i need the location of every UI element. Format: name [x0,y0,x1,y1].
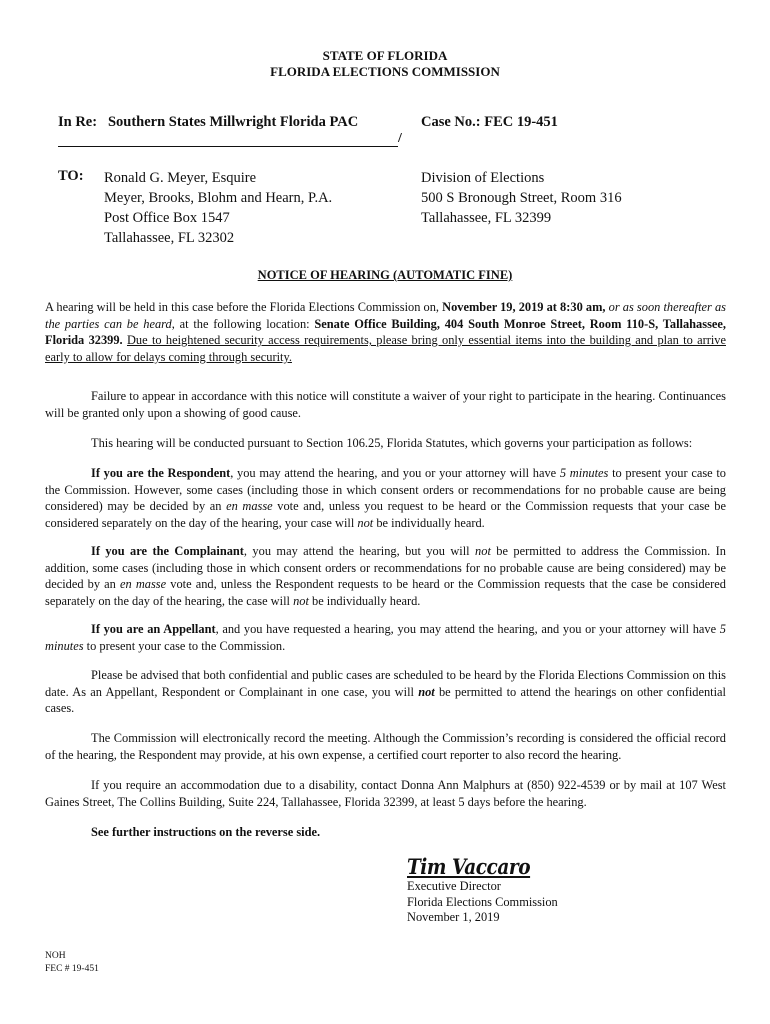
paragraph-statute: This hearing will be conducted pursuant to Section 106.25, Florida Statutes, which governs your participation as follows: [91,436,693,450]
hearing-location: Senate Office Building, 404 South Monroe Street, Room 110-S, Tallahassee, Florida 32399. [45,316,726,348]
recipient-address [104,168,332,248]
text: be permitted to address the Commission. In addition, some cases (including those in which consent orders or recommendations for no probable cause are being considered) may be decided by an [45,544,726,592]
signature-date: November 1, 2019 [407,910,500,924]
text: to present your case to the Commission. [83,638,286,653]
notice-title: NOTICE OF HEARING (AUTOMATIC FINE) [257,268,513,282]
text: or as soon thereafter as the parties can be heard [45,300,726,331]
caption-in-re: In Re: Southern States Millwright Florida PAC [58,114,359,130]
text: be individually heard. [308,593,421,608]
text: not [293,593,309,608]
text: be individually heard. [373,515,485,530]
text: to present your case to the Commission. However, some cases (including those in which consent orders or recommendations for no probable cause are being considered) may be decided by an [45,466,726,514]
paragraph-respondent [45,465,726,531]
security-note: Due to heightened security access requirements, please bring only essential items into the building and plan to arrive early to allow for delays coming through security. [45,333,726,364]
text: , and you have requested a hearing, you may attend the hearing, and you or your attorney will have [215,622,720,636]
recipient-line: Meyer, Brooks, Blohm and Hearn, P.A. [104,190,333,206]
to-label: TO: [58,168,84,184]
footer-line: FEC # 19-451 [45,963,99,974]
signature: Tim Vaccaro [407,854,531,879]
signer-org: Florida Elections Commission [407,894,558,909]
header-state: STATE OF FLORIDA [322,48,448,63]
recipient-line: Post Office Box 1547 [104,210,230,226]
text: , you may attend the hearing, and you or your attorney will have [230,466,560,480]
reverse-side-note: See further instructions on the reverse side. [91,825,321,839]
paragraph-confidential [45,667,726,717]
footer-line: NOH [45,951,66,961]
caption-slash: / [398,131,402,146]
text: 5 minutes [45,622,726,653]
text: not [357,515,374,530]
paragraph-complainant [45,543,726,609]
text: , at the following location: [171,316,315,331]
signature-block [407,879,558,926]
role-heading: If you are the Complainant [91,544,244,558]
text: not [475,544,491,558]
cc-address [421,168,622,228]
paragraph-hearing [45,299,726,365]
case-number: Case No.: FEC 19-451 [421,114,558,130]
text: Please be advised that both confidential and public cases are scheduled to be heard by the Florida Elections Commission on this date. As an Appellant, Respondent or Complainant in one case, you will [45,668,726,699]
header-commission: FLORIDA ELECTIONS COMMISSION [270,64,500,79]
text: be permitted to attend the hearings on other confidential cases. [45,684,727,716]
text: A hearing will be held in this case before the Florida Elections Commission on, [45,300,443,314]
cc-line: Tallahassee, FL 32399 [421,210,552,226]
paragraph-recording: The Commission will electronically record the meeting. Although the Commission’s recording is considered the official record of the hearing, the Respondent may provide, at his own expense, a certified court reporter to also record the hearing. [45,731,726,762]
cc-line: 500 S Bronough Street, Room 316 [421,190,622,206]
hearing-date: November 19, 2019 at 8:30 am, [442,300,606,314]
cc-line: Division of Elections [421,170,545,186]
paragraph-appellant [45,621,726,654]
recipient-line: Ronald G. Meyer, Esquire [104,170,257,186]
text: not [418,684,435,699]
caption-rule [58,146,398,147]
recipient-line: Tallahassee, FL 32302 [104,230,235,246]
text: vote and, unless the Respondent requests to be heard or the Commission requests that the case be considered separately on the day of the hearing, the case will [45,577,726,608]
signer-title: Executive Director [407,879,501,893]
text: vote and, unless you request to be heard or the Commission requests that your case be considered separately on the day of the hearing, your case will [45,499,726,530]
text: 5 minutes [559,466,609,480]
role-heading: If you are the Respondent [91,466,231,480]
role-heading: If you are an Appellant [91,622,216,636]
footer-reference [45,950,99,975]
text: , you may attend the hearing, but you will [243,544,476,558]
paragraph-accommodation: If you require an accommodation due to a disability, contact Donna Ann Malphurs at (850) 922-4539 or by mail at 107 West Gaines Street, The Collins Building, Suite 224, Tallahassee, Florida 32399, at least 5 days before the hearing. [45,778,726,809]
text: en masse [120,577,167,592]
paragraph-failure: Failure to appear in accordance with this notice will constitute a waiver of your right to participate in the hearing. Continuances will be granted only upon a showing of good cause. [45,389,726,420]
text: en masse [226,499,273,514]
